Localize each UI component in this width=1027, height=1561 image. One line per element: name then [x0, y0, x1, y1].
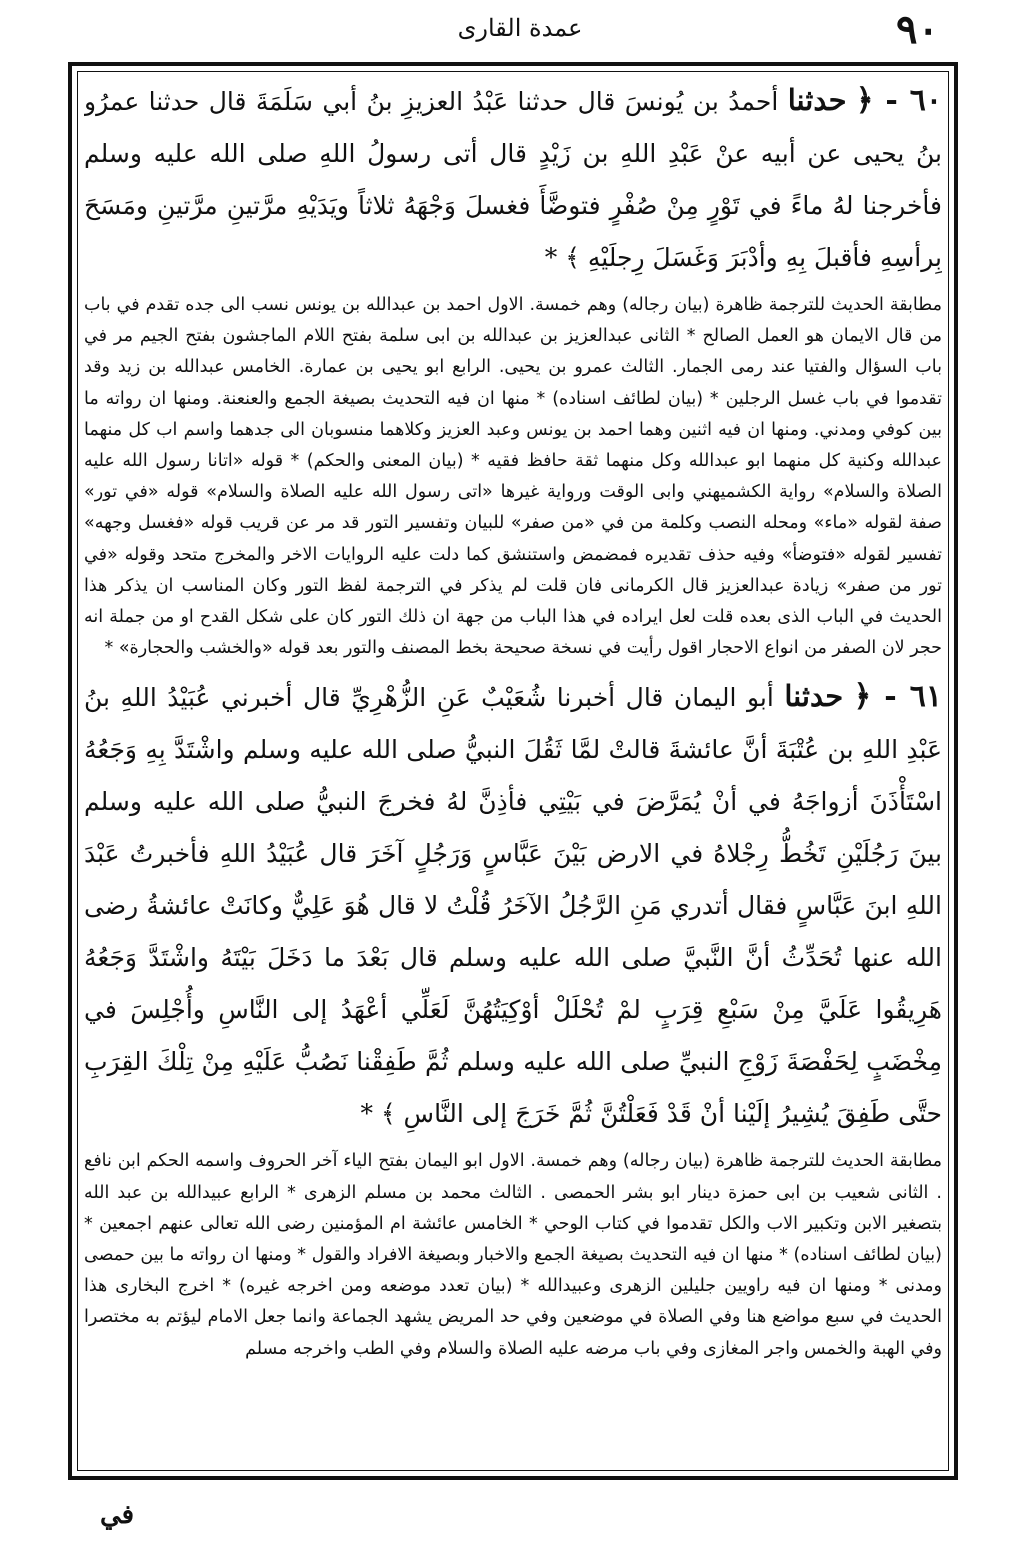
page-number: ٩٠: [896, 6, 939, 53]
isnad-marker: حدثنا: [787, 83, 847, 117]
hadith-60: [84, 74, 942, 284]
commentary-61: مطابقة الحديث للترجمة ظاهرة (بيان رجاله) وهم خمسة. الاول ابو اليمان بفتح الياء آخر الحروف واسمه الحكم ابن نافع . الثانى شعيب بن ابى حمزة دينار ابو بشر الحمصى . الثالث محمد بن مسلم الزهرى * الرابع عبيدالله بن عبد الله بتصغير الابن وتكبير الاب والكل تقدموا في كتاب الوحي * الخامس عائشة ام المؤمنين رضى الله تعالى عنهم اجمعين * (بيان لطائف اسناده) * منها ان فيه التحديث بصيغة الجمع والاخبار وبصيغة الافراد والقول * ومنها ان رواته ما بين حمصى ومدنى * ومنها ان فيه راويين جليلين الزهرى وعبيدالله * (بيان تعدد موضعه ومن اخرجه غيره) * اخرج البخارى هذا الحديث في سبع مواضع هنا وفي الصلاة في موضعين وفي حد المريض يشهد الجماعة وانما جعل الامام ليؤتم به مختصرا وفي الهبة والخمس واجر المغازى وفي باب مرضه عليه الصلاة والسلام وفي الطب واخرجه مسلم: [84, 1151, 942, 1359]
page-header: [0, 0, 1027, 60]
hadith-text: أحمدُ بن يُونسَ قال حدثنا عَبْدُ العزيزِ بنُ أبي سَلَمَةَ قال حدثنا عمرُو بنُ يحيى عن أبيه عنْ عَبْدِ اللهِ بن زَيْدٍ قال أتى رسولُ اللهِ صلى الله عليه وسلم فأخرجنا لهُ ماءً في تَوْرٍ مِنْ صُفْرٍ فتوضَّأَ فغسلَ وَجْهَهُ ثلاثاً ويَدَيْهِ مرَّتينِ مرَّتينِ ومَسَحَ بِرأسِهِ فأقبلَ بِهِ وأدْبَرَ وَغَسَلَ رِجلَيْهِ ﴾ *: [84, 87, 942, 272]
hadith-number: ٦٠ - ﴿: [855, 83, 942, 118]
hadith-text: أبو اليمان قال أخبرنا شُعَيْبٌ عَنِ الزُّهْرِيِّ قال أخبرني عُبَيْدُ اللهِ بنُ عَبْدِ اللهِ بن عُتْبَةَ أنَّ عائشةَ قالتْ لمَّا ثَقُلَ النبيُّ صلى الله عليه وسلم واشْتَدَّ بِهِ وَجَعُهُ اسْتَأْذَنَ أزواجَهُ في أنْ يُمَرَّضَ في بَيْتِي فأذِنَّ لهُ فخرجَ النبيُّ صلى الله عليه وسلم بينَ رَجُلَيْنِ تَخُطُّ رِجْلاهُ في الارض بَيْنَ عَبَّاسٍ وَرَجُلٍ آخَرَ قال عُبَيْدُ اللهِ فأخبرتُ عَبْدَ اللهِ ابنَ عَبَّاسٍ فقال أتدري مَنِ الرَّجُلُ الآخَرُ قُلْتُ لا قال هُوَ عَلِيٌّ وكانَتْ عائشةُ رضى الله عنها تُحَدِّثُ أنَّ النَّبيَّ صلى الله عليه وسلم قال بَعْدَ ما دَخَلَ بَيْتَهُ واشْتَدَّ وَجَعُهُ هَرِيقُوا عَلَيَّ مِنْ سَبْعِ قِرَبٍ لمْ تُحْلَلْ أوْكِيَتُهُنَّ لَعَلِّي أعْهَدُ إلى النَّاسِ وأُجْلِسَ في مِخْضَبٍ لِحَفْصَةَ زَوْجِ النبيِّ صلى الله عليه وسلم ثُمَّ طَفِقْنا نَصُبُّ عَلَيْهِ مِنْ تِلْكَ القِرَبِ حتَّى طَفِقَ يُشِيرُ إلَيْنا أنْ قَدْ فَعَلْتُنَّ ثُمَّ خَرَجَ إلى النَّاسِ ﴾ *: [84, 683, 942, 1129]
page-body: [84, 74, 942, 1470]
catchword: في: [100, 1500, 135, 1530]
hadith-61: [84, 670, 942, 1140]
commentary-60: مطابقة الحديث للترجمة ظاهرة (بيان رجاله) وهم خمسة. الاول احمد بن عبدالله بن يونس نسب الى جده تقدم في باب من قال الايمان هو العمل الصالح * الثانى عبدالعزيز بن عبدالله بن ابى سلمة بفتح اللام الماجشون بفتح الجيم مر في باب السؤال والفتيا عند رمى الجمار. الثالث عمرو بن يحيى. الرابع ابو يحيى بن عمارة. الخامس عبدالله بن زيد وقد تقدموا في باب غسل الرجلين * (بيان لطائف اسناده) * منها ان فيه التحديث بصيغة الجمع والعنعنة. ومنها ان رواته ما بين كوفي ومدني. ومنها ان فيه اثنين وهما احمد بن يونس وعبد العزيز وكلاهما منسوبان الى جدهما واسم اب كل منهما عبدالله وكنية كل منهما ابو عبدالله وكل منهما ثقة حافظ فقيه * (بيان المعنى والحكم) * قوله «اتانا رسول الله عليه الصلاة والسلام» رواية الكشميهني وابى الوقت ورواية غيرها «اتى رسول الله عليه الصلاة والسلام» قوله «في تور» صفة لقوله «ماء» ومحله النصب وكلمة من في «من صفر» للبيان وتفسير التور قد مر عن قريب قوله «فغسل وجهه» تفسير لقوله «فتوضأ» وفيه حذف تقديره فمضمض واستنشق كما دلت عليه الروايات الاخر والمخرج متحد وقوله «في تور من صفر» زيادة عبدالعزيز قال الكرمانى فان قلت لم يذكر في الترجمة لفظ التور وكان المناسب ان يذكر هذا الحديث في الباب الذى بعده قلت لعل ايراده في هذا الباب من جهة ان ذلك التور كان على شكل القدح او من جملة انه حجر لان الصفر من انواع الاحجار اقول رأيت في نسخة صحيحة بخط المصنف والتور بعد قوله «والخشب والحجارة» *: [84, 295, 942, 659]
running-title: عمدة القارى: [457, 14, 583, 42]
isnad-marker: حدثنا: [784, 679, 844, 714]
hadith-number: ٦١ - ﴿: [853, 679, 942, 715]
